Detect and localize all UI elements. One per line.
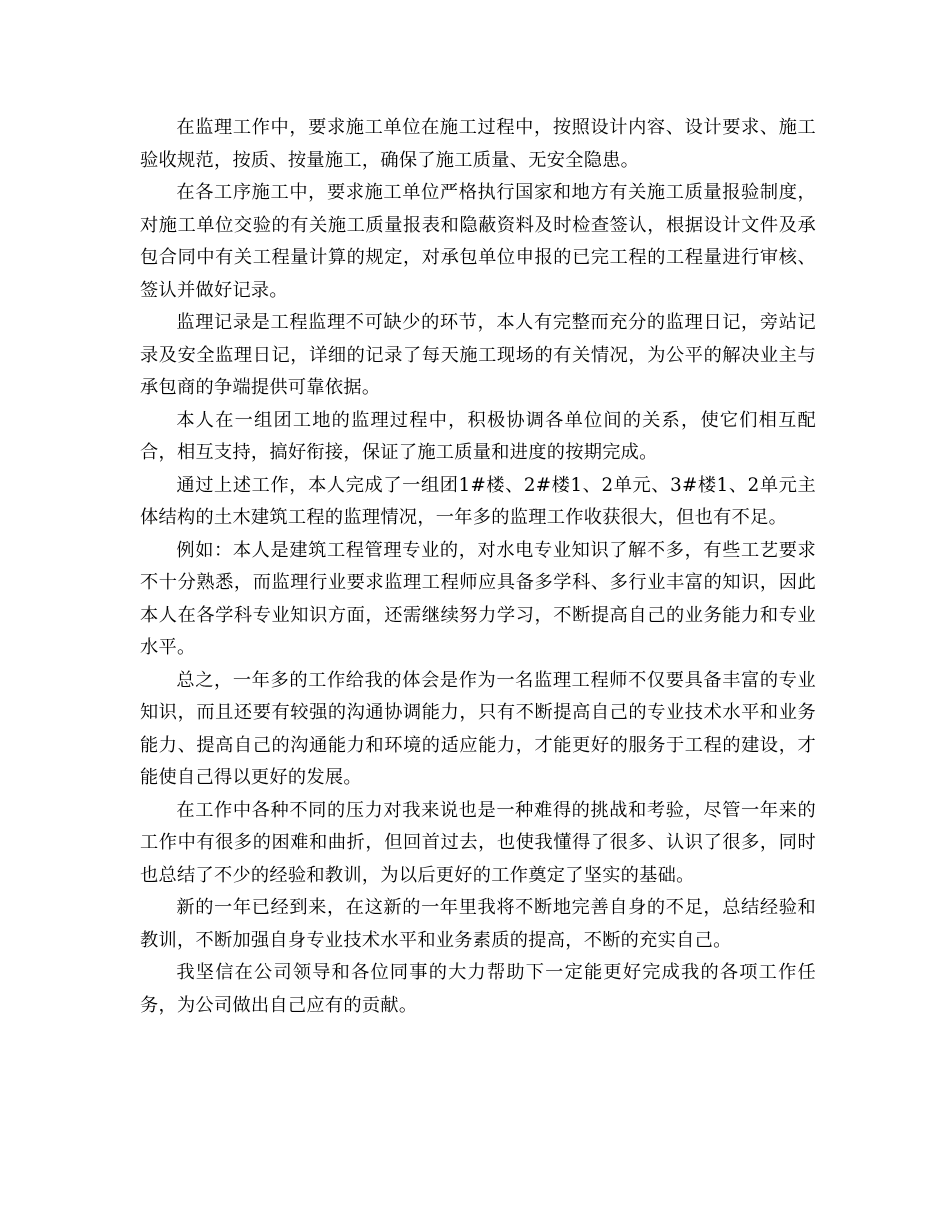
document-body: [140, 112, 816, 1022]
paragraph-8: 在工作中各种不同的压力对我来说也是一种难得的挑战和考验，尽管一年来的工作中有很多的困难和曲折，但回首过去，也使我懂得了很多、认识了很多，同时也总结了不少的经验和教训，为以后更好的工作奠定了坚实的基础。: [140, 799, 816, 886]
paragraph-1: 在监理工作中，要求施工单位在施工过程中，按照设计内容、设计要求、施工验收规范，按质、按量施工，确保了施工质量、无安全隐患。: [140, 117, 816, 171]
paragraph-5: 通过上述工作，本人完成了一组团1#楼、2#楼1、2单元、3#楼1、2单元主体结构的土木建筑工程的监理情况，一年多的监理工作收获很大，但也有不足。: [140, 474, 816, 528]
paragraph-3: 监理记录是工程监理不可缺少的环节，本人有完整而充分的监理日记，旁站记录及安全监理日记，详细的记录了每天施工现场的有关情况，为公平的解决业主与承包商的争端提供可靠依据。: [140, 312, 816, 398]
paragraph-4: 本人在一组团工地的监理过程中，积极协调各单位间的关系，使它们相互配合，相互支持，搞好衔接，保证了施工质量和进度的按期完成。: [140, 409, 816, 463]
paragraph-6: 例如：本人是建筑工程管理专业的，对水电专业知识了解不多，有些工艺要求不十分熟悉，而监理行业要求监理工程师应具备多学科、多行业丰富的知识，因此本人在各学科专业知识方面，还需继续努力学习，不断提高自己的业务能力和专业水平。: [140, 539, 816, 658]
paragraph-7: 总之，一年多的工作给我的体会是作为一名监理工程师不仅要具备丰富的专业知识，而且还要有较强的沟通协调能力，只有不断提高自己的专业技术水平和业务能力、提高自己的沟通能力和环境的适应能力，才能更好的服务于工程的建设，才能使自己得以更好的发展。: [140, 669, 816, 788]
paragraph-9: 新的一年已经到来，在这新的一年里我将不断地完善自身的不足，总结经验和教训，不断加强自身专业技术水平和业务素质的提高，不断的充实自己。: [140, 897, 816, 951]
paragraph-10: 我坚信在公司领导和各位同事的大力帮助下一定能更好完成我的各项工作任务，为公司做出自己应有的贡献。: [140, 962, 816, 1016]
paragraph-2: 在各工序施工中，要求施工单位严格执行国家和地方有关施工质量报验制度，对施工单位交验的有关施工质量报表和隐蔽资料及时检查签认，根据设计文件及承包合同中有关工程量计算的规定，对承包单位申报的已完工程的工程量进行审核、签认并做好记录。: [140, 182, 816, 301]
